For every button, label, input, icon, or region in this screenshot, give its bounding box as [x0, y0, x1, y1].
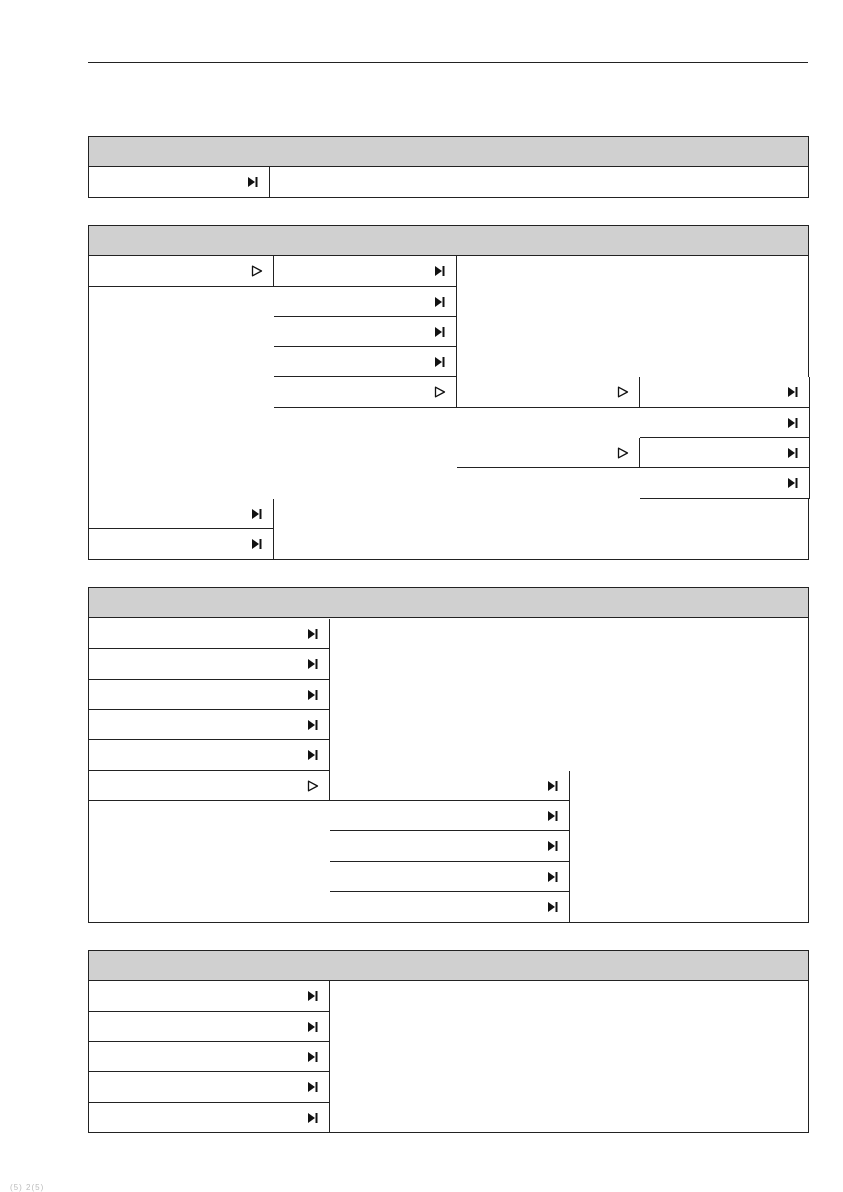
menu-3-item-1[interactable]: [89, 619, 330, 649]
skip-to-end-icon: [307, 689, 319, 701]
skip-to-end-icon: [547, 840, 559, 852]
skip-to-end-icon: [787, 386, 799, 398]
skip-to-end-icon: [307, 719, 319, 731]
skip-to-end-icon: [434, 265, 446, 277]
outline-triangle-right-icon: [617, 386, 629, 398]
menu-2-item-2[interactable]: [274, 256, 457, 287]
skip-to-end-icon: [307, 628, 319, 640]
menu-3-item-3[interactable]: [89, 680, 330, 710]
menu-2-item-5[interactable]: [274, 347, 457, 377]
menu-2-item-13[interactable]: [89, 499, 274, 529]
menu-4-item-3[interactable]: [89, 1042, 330, 1072]
skip-to-end-icon: [547, 901, 559, 913]
menu-2: [88, 225, 809, 560]
skip-to-end-icon: [787, 447, 799, 459]
skip-to-end-icon: [307, 1021, 319, 1033]
menu-3-item-4[interactable]: [89, 710, 330, 740]
skip-to-end-icon: [547, 810, 559, 822]
menu-4-item-5[interactable]: [89, 1103, 330, 1133]
menu-2-item-11[interactable]: [640, 438, 810, 468]
skip-to-end-icon: [787, 477, 799, 489]
top-rule: [88, 62, 808, 63]
skip-to-end-icon: [251, 538, 263, 550]
skip-to-end-icon: [787, 417, 799, 429]
menu-1-header: [89, 137, 808, 167]
menu-4-item-4[interactable]: [89, 1072, 330, 1103]
menu-4: [88, 950, 809, 1133]
menu-3-item-5[interactable]: [89, 740, 330, 771]
outline-triangle-right-icon: [617, 447, 629, 459]
skip-to-end-icon: [307, 658, 319, 670]
menu-3-item-7[interactable]: [330, 771, 570, 801]
menu-3-item-10[interactable]: [330, 862, 570, 892]
menu-2-item-8[interactable]: [640, 377, 810, 408]
menu-2-item-14[interactable]: [89, 529, 274, 560]
skip-to-end-icon: [307, 990, 319, 1002]
skip-to-end-icon: [307, 1112, 319, 1124]
menu-2-item-7[interactable]: [457, 377, 640, 408]
skip-to-end-icon: [434, 356, 446, 368]
menu-1-item-1[interactable]: [89, 167, 270, 198]
menu-2-item-10[interactable]: [457, 438, 640, 468]
menu-2-header: [89, 226, 808, 256]
outline-triangle-right-icon: [307, 780, 319, 792]
skip-to-end-icon: [307, 749, 319, 761]
footer-mark: (5) 2(5): [10, 1183, 45, 1192]
menu-3-item-6[interactable]: [89, 771, 330, 801]
skip-to-end-icon: [547, 871, 559, 883]
skip-to-end-icon: [434, 296, 446, 308]
menu-4-item-2[interactable]: [89, 1012, 330, 1042]
menu-4-item-1[interactable]: [89, 981, 330, 1012]
menu-3-item-11[interactable]: [330, 892, 570, 923]
menu-2-item-1[interactable]: [89, 256, 274, 287]
menu-2-item-9[interactable]: [640, 408, 810, 438]
menu-3-item-2[interactable]: [89, 649, 330, 680]
menu-2-item-6[interactable]: [274, 377, 457, 408]
skip-to-end-icon: [307, 1051, 319, 1063]
skip-to-end-icon: [307, 1081, 319, 1093]
menu-4-header: [89, 951, 808, 981]
menu-3-item-9[interactable]: [330, 831, 570, 862]
menu-2-item-4[interactable]: [274, 317, 457, 347]
menu-2-item-12[interactable]: [640, 468, 810, 499]
skip-to-end-icon: [247, 176, 259, 188]
menu-3-item-8[interactable]: [330, 801, 570, 831]
outline-triangle-right-icon: [251, 265, 263, 277]
menu-3: [88, 587, 809, 923]
skip-to-end-icon: [547, 780, 559, 792]
outline-triangle-right-icon: [434, 386, 446, 398]
skip-to-end-icon: [251, 508, 263, 520]
skip-to-end-icon: [434, 326, 446, 338]
menu-2-item-3[interactable]: [274, 287, 457, 317]
menu-3-header: [89, 588, 808, 618]
menu-1: [88, 136, 809, 198]
